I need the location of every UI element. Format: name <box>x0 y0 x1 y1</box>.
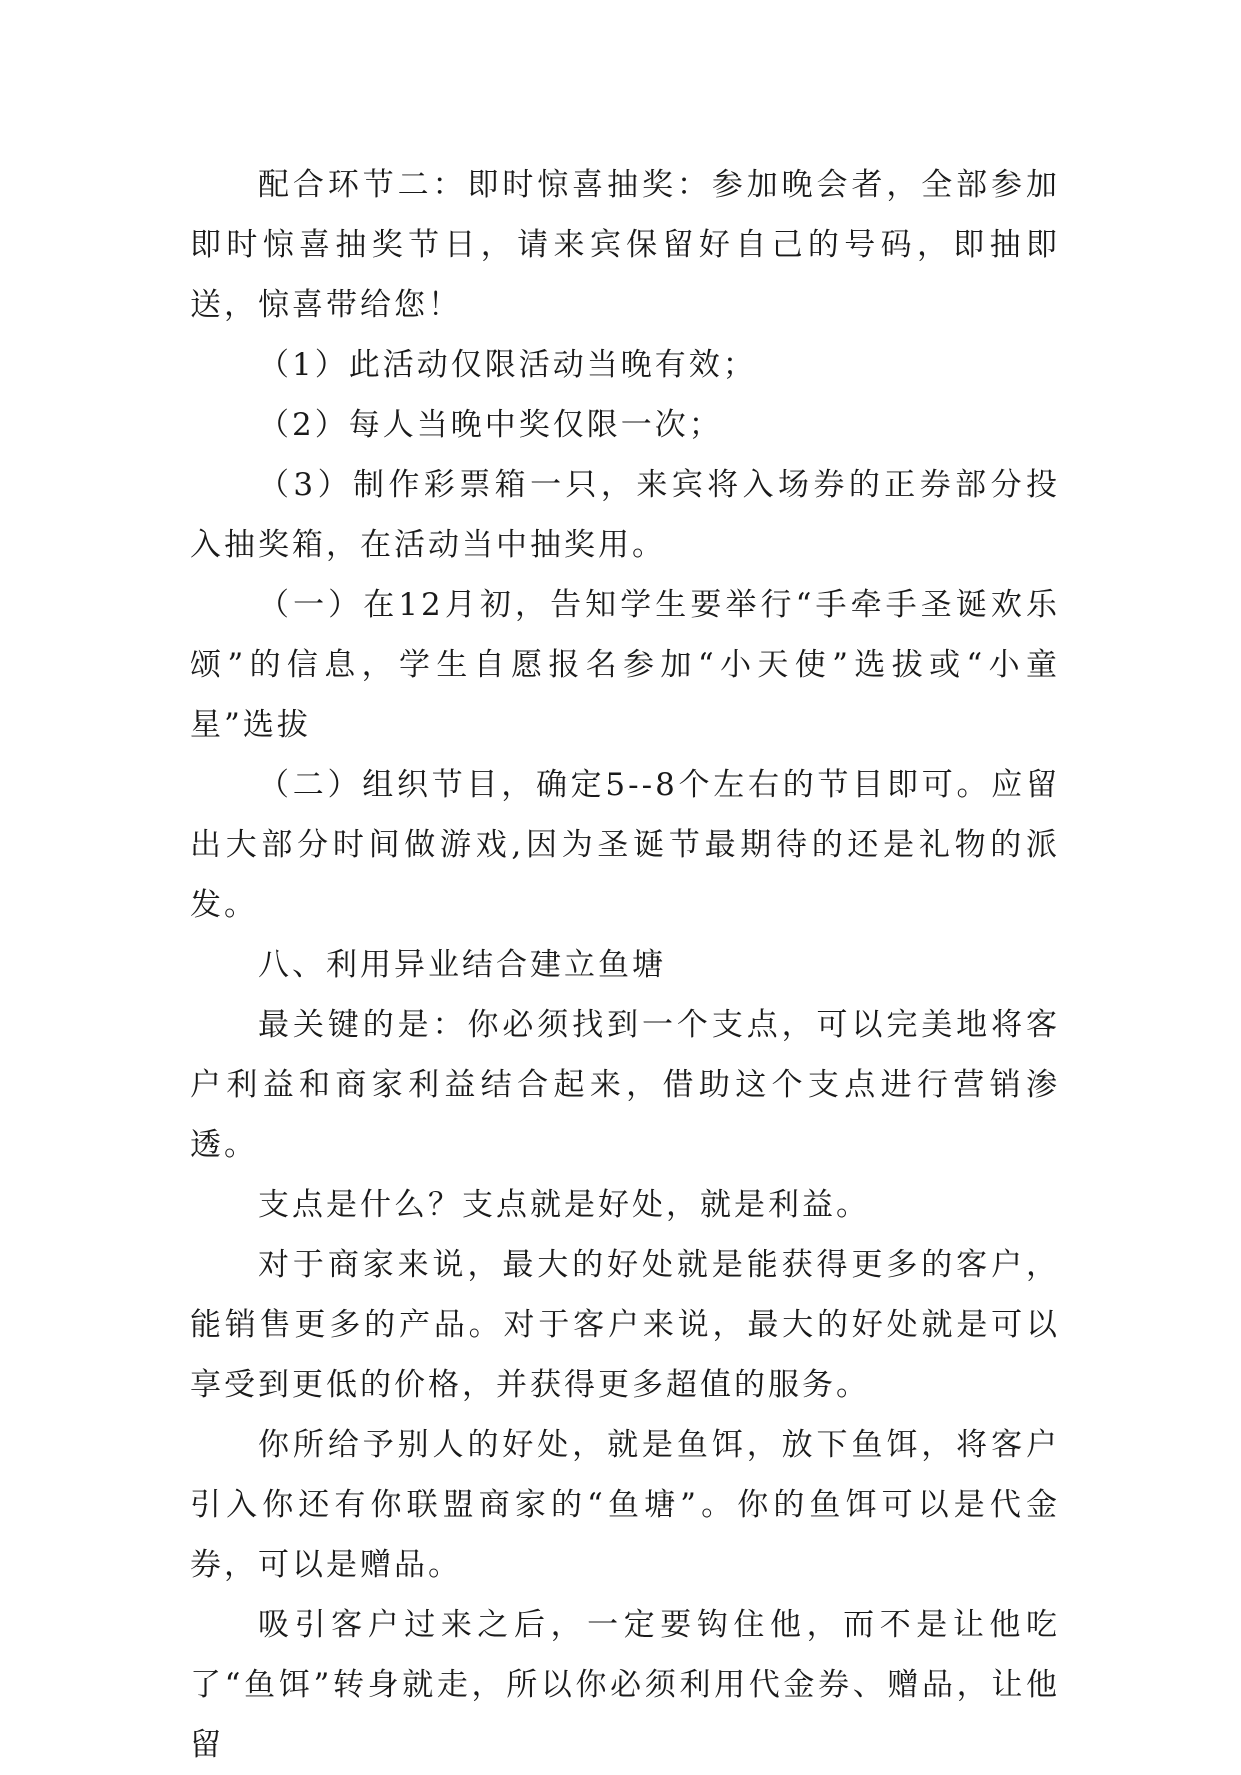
section-heading-8: 八、利用异业结合建立鱼塘 <box>258 947 666 983</box>
document-page <box>190 155 1060 1775</box>
paragraph-rule-2: （2）每人当晚中奖仅限一次； <box>258 407 723 443</box>
paragraph-lottery-intro: 配合环节二：即时惊喜抽奖：参加晚会者，全部参加即时惊喜抽奖节日，请来宾保留好自己的号码，即抽即送，惊喜带给您！ <box>190 167 1060 323</box>
paragraph-benefits: 对于商家来说，最大的好处就是能获得更多的客户，能销售更多的产品。对于客户来说，最大的好处就是可以享受到更低的价格，并获得更多超值的服务。 <box>190 1247 1060 1403</box>
paragraph-key-point: 最关键的是：你必须找到一个支点，可以完美地将客户利益和商家利益结合起来，借助这个支点进行营销渗透。 <box>190 1007 1060 1163</box>
paragraph-step-2: （二）组织节目，确定5--8个左右的节目即可。应留出大部分时间做游戏,因为圣诞节最期待的还是礼物的派发。 <box>190 767 1060 923</box>
paragraph-step-1: （一）在12月初，告知学生要举行“手牵手圣诞欢乐颂”的信息，学生自愿报名参加“小天使”选拔或“小童星”选拔 <box>190 587 1060 743</box>
paragraph-fulcrum: 支点是什么？支点就是好处，就是利益。 <box>258 1187 870 1223</box>
paragraph-rule-1: （1）此活动仅限活动当晚有效； <box>258 347 757 383</box>
paragraph-rule-3: （3）制作彩票箱一只，来宾将入场券的正券部分投入抽奖箱，在活动当中抽奖用。 <box>190 467 1060 563</box>
paragraph-hook: 吸引客户过来之后，一定要钩住他，而不是让他吃了“鱼饵”转身就走，所以你必须利用代金券、赠品，让他留 <box>190 1607 1060 1763</box>
paragraph-bait: 你所给予别人的好处，就是鱼饵，放下鱼饵，将客户引入你还有你联盟商家的“鱼塘”。你的鱼饵可以是代金券，可以是赠品。 <box>190 1427 1060 1583</box>
